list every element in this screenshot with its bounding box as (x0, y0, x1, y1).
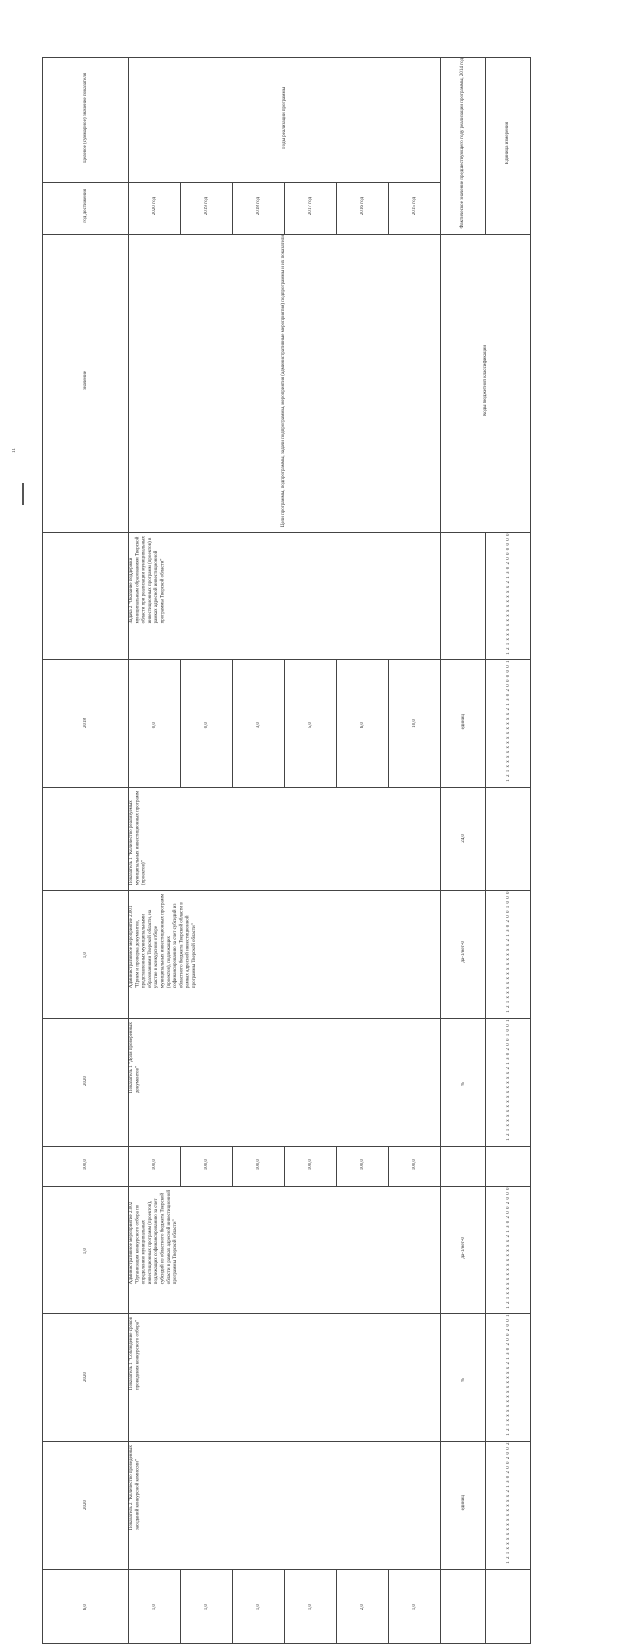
row-text: Показатель 1 "Количество реализуемых муниципальных инвестиционных программ (проектов)" (129, 788, 441, 891)
header-y2016: 2016 год (337, 182, 389, 234)
row-code: 1 2 1 х х х х х х х х х х х х 2 1 3 0 2 0 0 2 0 0 1 (486, 1314, 531, 1442)
page-number: 11 (12, 448, 17, 453)
row-val-2015: 10,0 (389, 660, 441, 788)
row-target-year: 2018 (43, 660, 129, 788)
table-row (43, 532, 531, 660)
table-row: 2020 Показатель 1 "Доля проверенных документов" % 1 2 1 х х х х х х х х х х х х 2 1 3 0 2 0 0 1 0 0 1 (43, 1018, 531, 1146)
header-target-value: значение (43, 234, 129, 532)
margin-mark (22, 483, 24, 505)
row-text: Задача 2 "Оказание поддержки муниципальным образованиям Тверской области при реализации муниципальных инвестиционных программ (проектов) в рамках адресной инвестиционной программы Тверской области" (129, 532, 441, 660)
row-val-2020: 0,0 (129, 660, 181, 788)
header-y2019: 2019 год (181, 182, 233, 234)
row-unit: да-1/нет-0 (441, 891, 486, 1019)
header-actual: Фактическое значение предшествующего году реализации программы, 2014 год (441, 58, 486, 235)
table-row-text: Показатель 1 "Количество реализуемых муниципальных инвестиционных программ (проектов)" 24,0 (43, 788, 531, 891)
header-codes: Коды бюджетной классификации (441, 234, 531, 532)
header-target-year: год достижения (43, 182, 129, 234)
row-unit: % (441, 1018, 486, 1146)
row-text: Показатель 2 "Количество проведенных заседаний конкурсной комиссии" (129, 1442, 441, 1570)
row-code: 1 2 1 х х х х х х х х х х х х 2 1 3 0 2 0 0 2 0 0 2 (486, 1442, 531, 1570)
table-row-values: 6,0 1,0 1,0 1,0 1,0 2,0 1,0 (43, 1569, 531, 1643)
header-goals: Цели программы, подпрограммы, задачи подпрограммы, мероприятия (административные мероприятия) подпрограммы и их показатели (129, 234, 441, 532)
header-y2017: 2017 год (285, 182, 337, 234)
document-table-container (42, 57, 530, 1611)
row-unit: единиц (441, 660, 486, 788)
row-code: 1 2 1 х х х х х х х х х х х х 2 1 3 0 2 0 0 2 0 0 0 (486, 1186, 531, 1314)
program-table (42, 57, 531, 1644)
header-y2018: 2018 год (233, 182, 285, 234)
row-code: 1 2 1 х х х х х х х х х х х х 2 1 3 0 2 0 0 1 0 0 1 (486, 1018, 531, 1146)
table-row: 1,0 Административное мероприятие 2.002 "Организация конкурсного отбора по определению муниципальных инвестиционных программ (проектов), подлежащих софинансированию за счет субсидий из областного бюджета Тверской области в рамках адресной инвестиционной программы Тверской области" да-1/нет-0 1 2 1 х х х х х х х х х х х х 2 1 3 0 2 0 0 2 0 0 0 (43, 1186, 531, 1314)
table-row: 1,0 Административное мероприятие 2.001 "Прием и проверка документов, представленных муниципальными образованиями Тверской области, на участие в конкурсном отборе муниципальных инвестиционных программ (проектов), подлежащих софинансированию за счет субсидий из областного бюджета Тверской области в рамках адресной инвестиционной программы Тверской области" да-1/нет-0 1 2 1 х х х х х х х х х х х х 2 1 3 0 2 0 0 1 0 0 0 (43, 891, 531, 1019)
table-row-values: 100,0 100,0 100,0 100,0 100,0 100,0 100,0 (43, 1146, 531, 1186)
row-val-2019: 0,0 (181, 660, 233, 788)
row-unit: единиц (441, 1442, 486, 1570)
header-target-title: Целевое (суммарное) значение показателя (43, 58, 129, 183)
row-code: 1 2 1 х х х х х х х х х х х х 2 1 3 0 2 0 0 1 0 0 0 (486, 891, 531, 1019)
header-y2020: 2020 год (129, 182, 181, 234)
row-code: 1 2 1 х х х х х х х х х х х х 2 1 3 0 2 0 0 0 0 0 0 (486, 532, 531, 660)
row-code: 1 2 1 х х х х х х х х х х х х 2 1 3 0 2 0 0 0 0 0 1 (486, 660, 531, 788)
table-row: 2020 Показатель 1 "Соблюдение сроков проведения конкурсного отбора" % 1 2 1 х х х х х х х х х х х х 2 1 3 0 2 0 0 2 0 0 1 (43, 1314, 531, 1442)
row-unit: % (441, 1314, 486, 1442)
table-row (43, 660, 531, 788)
header-y2015: 2015 год (389, 182, 441, 234)
header-unit: Единица измерения (486, 58, 531, 235)
row-text: Административное мероприятие 2.002 "Организация конкурсного отбора по определению муниципальных инвестиционных программ (проектов), подлежащих софинансированию за счет субсидий из областного бюджета Тверской области в рамках адресной инвестиционной программы Тверской области" (129, 1186, 441, 1314)
row-text: Административное мероприятие 2.001 "Прием и проверка документов, представленных муниципальными образованиями Тверской области, на участие в конкурсном отборе муниципальных инвестиционных программ (проектов), подлежащих софинансированию за счет субсидий из областного бюджета Тверской области в рамках адресной инвестиционной программы Тверской области" (129, 891, 441, 1019)
row-val-2017: 5,0 (285, 660, 337, 788)
row-val-2018: 3,0 (233, 660, 285, 788)
row-text: Показатель 1 "Доля проверенных документов" (129, 1018, 441, 1146)
header-years-title: Годы реализации программы (129, 58, 441, 183)
table-row: 2020 Показатель 2 "Количество проведенных заседаний конкурсной комиссии" единиц 1 2 1 х х х х х х х х х х х х 2 1 3 0 2 0 0 2 0 0 2 (43, 1442, 531, 1570)
row-text: Показатель 1 "Соблюдение сроков проведения конкурсного отбора" (129, 1314, 441, 1442)
row-val-2016: 6,0 (337, 660, 389, 788)
row-unit: да-1/нет-0 (441, 1186, 486, 1314)
